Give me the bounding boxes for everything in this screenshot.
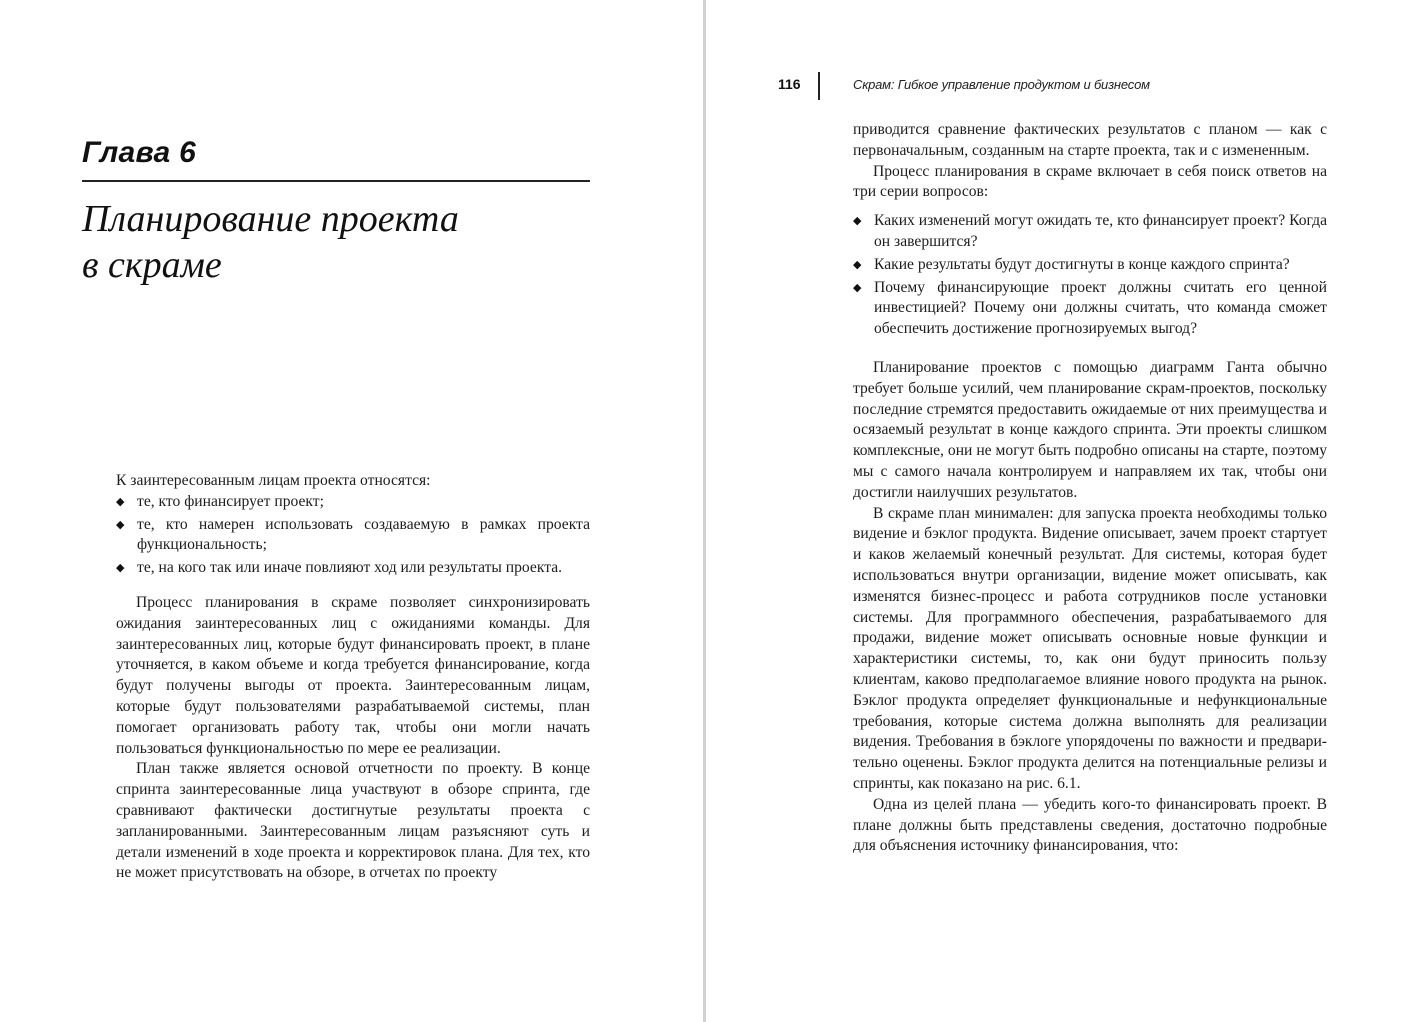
running-header-title: Скрам: Гибкое управление продуктом и бизнесом	[853, 77, 1150, 92]
paragraph: Процесс планирования в скраме позволяет синхронизировать ожидания заинтересованных лиц с ожиданиями команды. Для заинтересованных лиц, которые будут финансировать проект, в плане уточняется, в каком объеме и когда требуется финансирование, когда будут получены выгоды от проекта. Заинтересованным лицам, которые будут пользователями разрабатываемой системы, план помогает организовать работу так, чтобы они могли начать пользоваться функциональностью по мере ее реализации.	[116, 593, 590, 757]
left-body-text	[116, 471, 590, 884]
left-page	[0, 0, 703, 1022]
stakeholders-intro: К заинтересованным лицам проекта относятся:	[116, 472, 431, 489]
list-item: ◆ Каких изменений могут ожидать те, кто финансирует проект? Когда он завершится?	[853, 211, 1327, 253]
chapter-rule	[82, 180, 590, 182]
list-item: ◆ те, на кого так или иначе повлияют ход или результаты проекта.	[116, 558, 590, 579]
chapter-label: Глава 6	[82, 136, 197, 169]
list-item: ◆ Какие результаты будут достигнуты в конце каждого спринта?	[853, 255, 1327, 276]
list-item: ◆ те, кто финансирует проект;	[116, 492, 590, 513]
paragraph: Процесс планирования в скраме включает в себя поиск ответов на три серии вопросов:	[853, 162, 1327, 201]
chapter-title-line: Планирование проекта	[82, 198, 459, 240]
stakeholders-list	[116, 492, 590, 579]
paragraph: Планирование проектов с помощью диаграмм Ганта обычно требует больше усилий, чем планирование скрам-проектов, поскольку последние стремятся предоставить ожидаемые от них преимущества и осязаемый результат в конце каждого спринта. Эти проекты слишком комплексные, они не могут быть подробно описаны на старте, поэтому мы с самого начала контролируем и направляем их так, чтобы они достигли наилучших результатов.	[853, 358, 1327, 501]
right-body-text	[853, 120, 1327, 857]
paragraph: План также является основой отчетности по проекту. В конце спринта заинтересованные лица участвуют в обзоре спринта, где сравнивают фактически достигнутые результаты проекта с запланированными. Заинтересованным лицам разъясняют суть и детали изменений в ходе проекта и корректировок плана. Для тех, кто не может присутствовать на обзоре, в отчетах по проекту	[116, 760, 590, 882]
paragraph: Одна из целей плана — убедить кого-то финансировать проект. В плане должны быть представлены сведения, достаточно подробные для объяснения источнику финансирования, что:	[853, 795, 1327, 855]
chapter-title	[82, 196, 582, 288]
list-item: ◆ те, кто намерен использовать создаваемую в рамках проекта функциональность;	[116, 515, 590, 557]
right-page	[706, 0, 1410, 1022]
list-item: ◆ Почему финансирующие проект должны считать его ценной инвестицией? Почему они должны считать, что команда сможет обеспечить достижение прогнозируемых выгод?	[853, 278, 1327, 340]
header-divider	[818, 72, 820, 100]
paragraph-continuation: приводится сравнение фактических результатов с планом — как с первоначальным, созданным на старте проекта, так и с измененным.	[853, 121, 1327, 159]
running-header	[778, 72, 1338, 102]
chapter-title-line: в скраме	[82, 244, 222, 286]
questions-list	[853, 211, 1327, 340]
page-number: 116	[778, 76, 801, 92]
paragraph: В скраме план минимален: для запуска проекта необходимы только видение и бэклог продукта. Видение описывает, зачем проект стартует и каков желаемый конечный результат. Для системы, которая будет использоваться внутри организации, видение может описывать, как изменятся бизнес-процесс и работа сотрудников после установки системы. Для программного обеспечения, разрабатываемого для продажи, видение может описывать основные новые функции и характеристики системы, то, как они будут приносить пользу клиентам, каково предполагаемое влияние нового продукта на рынок. Бэклог продукта определяет функциональные и нефункциональные требования, которые система должна выполнять для реализации видения. Требования в бэклоге упорядочены по важности и предварительно оценены. Бэклог продукта делится на потенциальные релизы и спринты, как показано на рис. 6.1.	[853, 504, 1327, 792]
